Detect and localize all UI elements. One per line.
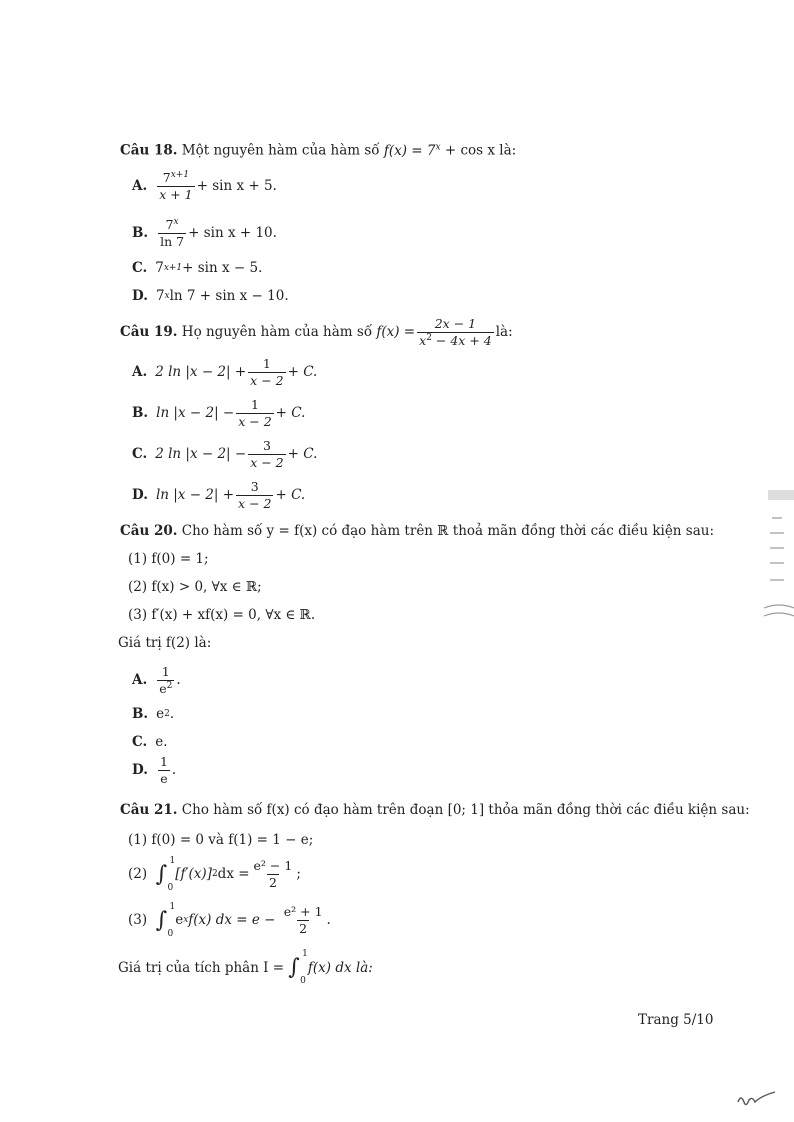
function-tail: + cos x là: — [440, 142, 517, 159]
option-label: A. — [132, 178, 148, 195]
q18-option-b — [132, 217, 277, 249]
q21-prompt: Giá trị của tích phân I = ∫ 1 0 f(x) dx là: — [118, 949, 373, 986]
integral-sign: ∫ 1 0 — [288, 949, 308, 986]
option-label: B. — [132, 225, 149, 242]
q20-prompt: Giá trị f(2) là: — [118, 635, 212, 651]
question-label: Câu 20. — [120, 523, 178, 539]
fraction: $\frac{7^x}{\ln 7}$ — [160, 217, 185, 249]
question-label: Câu 18. — [120, 142, 178, 159]
question-18 — [120, 142, 516, 159]
integral-sign: ∫ 1 0 — [155, 901, 176, 939]
option-tail: + sin x + 10. — [188, 225, 277, 242]
question-21 — [120, 802, 750, 818]
q20-condition-1: (1) f(0) = 1; — [128, 551, 209, 567]
question-text: Một nguyên hàm của hàm số — [181, 142, 380, 159]
question-text: Họ nguyên hàm của hàm số — [181, 324, 373, 341]
stamp-fragment — [760, 488, 794, 623]
option-tail: + sin x + 5. — [196, 178, 277, 195]
q20-option-d: D. $\frac{1}{e}$ . — [132, 754, 177, 786]
function: f(x) = — [376, 324, 416, 341]
page-number: Trang 5/10 — [638, 1012, 714, 1028]
q20-option-c: C. e. — [132, 734, 168, 750]
q20-option-b: B. e 2 . — [132, 706, 175, 722]
q18-option-a — [132, 170, 277, 202]
fraction: $\frac{2x - 1}{x^2 - 4x + 4}$ — [419, 316, 492, 348]
q20-option-a: A. $\frac{1}{e^2}$ . — [132, 664, 181, 696]
fraction: $\frac{7^{x+1}}{x + 1}$ — [159, 170, 193, 202]
question-label: Câu 19. — [120, 324, 178, 341]
q19-option-b: B. ln |x − 2| − $\frac{1}{x - 2}$ + C. — [132, 397, 306, 429]
question-text: Cho hàm số y = f(x) có đạo hàm trên ℝ thoả mãn đồng thời các điều kiện sau: — [181, 523, 715, 539]
integral-sign: ∫ 1 0 — [155, 855, 176, 893]
q21-condition-1: (1) f(0) = 0 và f(1) = 1 − e; — [128, 832, 314, 848]
q19-option-c: C. 2 ln |x − 2| − $\frac{3}{x - 2}$ + C. — [132, 438, 318, 470]
option-label: D. — [132, 288, 148, 304]
option-label: C. — [132, 260, 148, 276]
question-19 — [120, 316, 513, 348]
q19-option-d: D. ln |x − 2| + $\frac{3}{x - 2}$ + C. — [132, 479, 306, 511]
q21-condition-2: (2) ∫ 1 0 [f′(x)] 2 dx = $\frac{\text{e² − 1}}{2}$ ; — [128, 855, 301, 893]
handwritten-mark — [734, 1088, 778, 1110]
q18-option-d: D. 7 x ln 7 + sin x − 10. — [132, 288, 289, 304]
q18-option-c: C. 7 x+1 + sin x − 5. — [132, 260, 263, 276]
q20-condition-2: (2) f(x) > 0, ∀x ∈ ℝ; — [128, 579, 262, 595]
question-label: Câu 21. — [120, 802, 178, 818]
question-tail: là: — [495, 324, 513, 341]
q19-option-a: A. 2 ln |x − 2| + $\frac{1}{x - 2}$ + C. — [132, 356, 318, 388]
q21-condition-3: (3) ∫ 1 0 e x f(x) dx = e − $\frac{\text{e² + 1}}{2}$ . — [128, 901, 331, 939]
question-text: Cho hàm số f(x) có đạo hàm trên đoạn [0; 1] thỏa mãn đồng thời các điều kiện sau: — [181, 802, 750, 818]
function: $f(x) = 7^x$ — [383, 142, 441, 159]
q20-condition-3: (3) f′(x) + xf(x) = 0, ∀x ∈ ℝ. — [128, 607, 316, 623]
question-20 — [120, 523, 714, 539]
